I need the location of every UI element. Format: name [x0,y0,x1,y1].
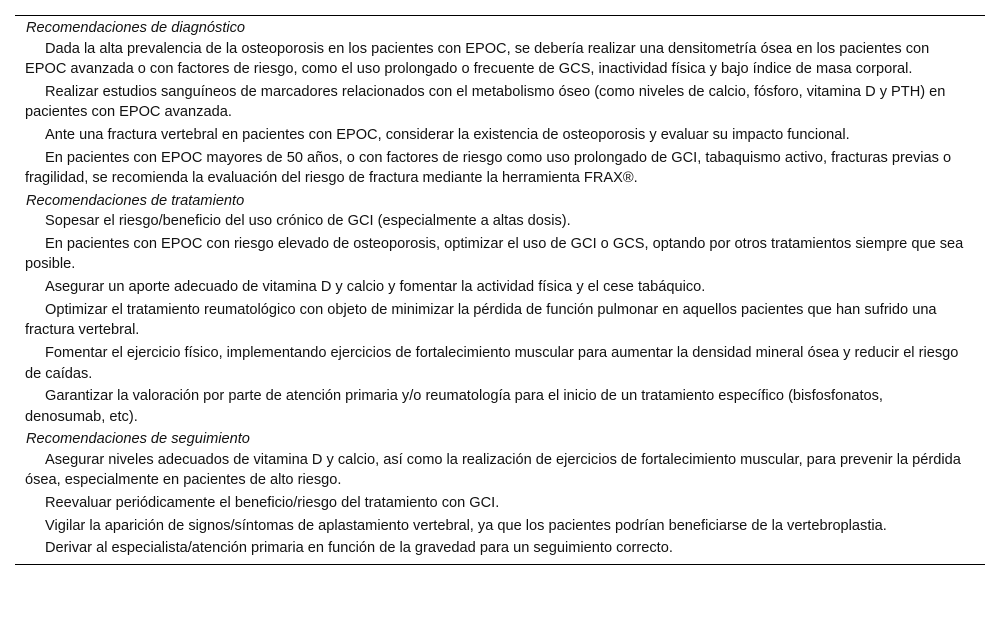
recommendation-item: Garantizar la valoración por parte de atención primaria y/o reumatología para el inicio de un tratamiento específico (bisfosfonatos, denosumab, etc). [25,388,883,425]
recommendation-item: Dada la alta prevalencia de la osteoporosis en los pacientes con EPOC, se debería realizar una densitometría ósea en los pacientes con EPOC avanzada o con factores de riesgo, como el uso prolongado o frecuente de GCS, inactividad física y bajo índice de masa corporal. [25,40,930,77]
recommendation-item: Fomentar el ejercicio físico, implementando ejercicios de fortalecimiento muscular para aumentar la densidad mineral ósea y reducir el riesgo de caídas. [25,345,959,382]
recommendation-item: Derivar al especialista/atención primaria en función de la gravedad para un seguimiento correcto. [45,540,673,557]
recommendation-item: En pacientes con EPOC con riesgo elevado de osteoporosis, optimizar el uso de GCI o GCS, optando por otros tratamientos siempre que sea posible. [25,235,964,273]
recommendation-item: Asegurar niveles adecuados de vitamina D y calcio, así como la realización de ejercicios de fortalecimiento muscular, para prevenir la pérdida ósea, especialmente en pacientes de alto riesgo. [25,451,961,489]
recommendation-item: Vigilar la aparición de signos/síntomas de aplastamiento vertebral, ya que los pacientes podrían beneficiarse de la vertebroplastia. [45,517,887,534]
recommendation-item: Sopesar el riesgo/beneficio del uso crónico de GCI (especialmente a altas dosis). [45,213,571,230]
recommendation-item: Ante una fractura vertebral en pacientes con EPOC, considerar la existencia de osteoporosis y evaluar su impacto funcional. [45,126,850,143]
recommendations-table [15,15,985,565]
section-heading: Recomendaciones de diagnóstico [26,20,246,36]
recommendation-item: En pacientes con EPOC mayores de 50 años, o con factores de riesgo como uso prolongado de GCI, tabaquismo activo, fracturas previas o fragilidad, se recomienda la evaluación del riesgo de fractura mediante la herramienta FRAX®. [25,149,952,187]
recommendation-item: Realizar estudios sanguíneos de marcadores relacionados con el metabolismo óseo (como niveles de calcio, fósforo, vitamina D y PTH) en pacientes con EPOC avanzada. [25,83,946,121]
section-heading: Recomendaciones de seguimiento [26,431,250,448]
recommendation-item: Reevaluar periódicamente el beneficio/riesgo del tratamiento con GCI. [45,495,500,512]
section-tratamiento [15,191,985,427]
recommendation-item: Asegurar un aporte adecuado de vitamina D y calcio y fomentar la actividad física y el cese tabáquico. [45,279,706,296]
recommendation-item: Optimizar el tratamiento reumatológico con objeto de minimizar la pérdida de función pulmonar en aquellos pacientes que han sufrido una fractura vertebral. [25,301,937,339]
section-diagnostico [15,18,985,189]
section-heading: Recomendaciones de tratamiento [26,192,245,209]
section-seguimiento [15,429,985,559]
